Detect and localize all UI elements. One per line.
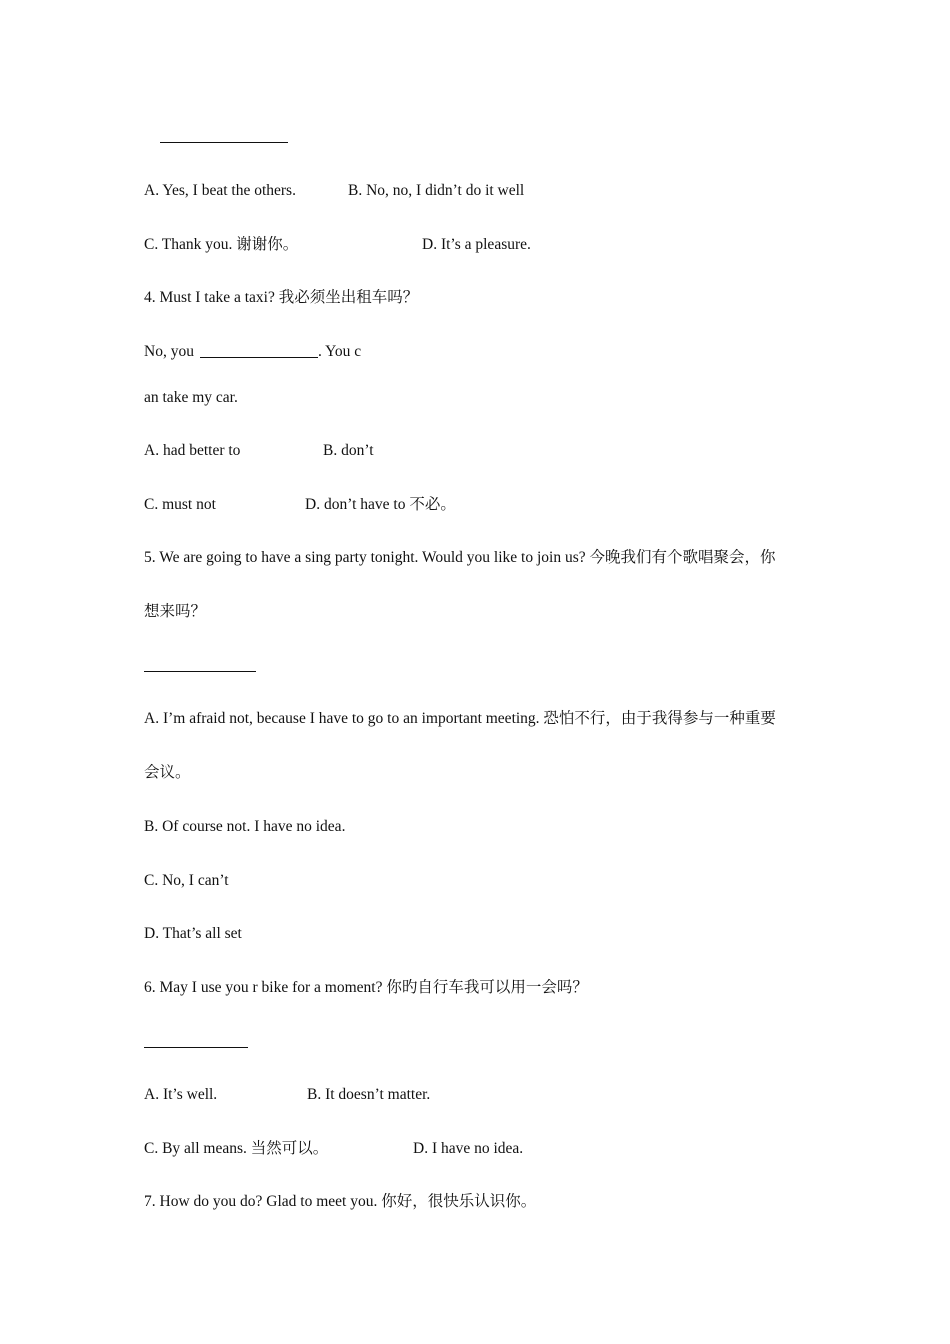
question-5: 5. We are going to have a sing party tonight. Would you like to join us? 今晚我们有个歌唱聚会，你: [144, 549, 776, 566]
question-7: 7. How do you do? Glad to meet you. 你好，很快乐认识你。: [144, 1193, 537, 1210]
option-q4-b: B. don’t: [323, 442, 374, 459]
option-q5-a-cont: 会议。: [144, 764, 191, 781]
question-4-answer-pre: No, you: [144, 343, 194, 360]
answer-blank-q3: [160, 142, 288, 143]
option-q5-c: C. No, I can’t: [144, 872, 229, 889]
option-q4-d: D. don’t have to 不必。: [305, 496, 456, 513]
option-q3-b: B. No, no, I didn’t do it well: [348, 182, 525, 199]
option-q3-d: D. It’s a pleasure.: [422, 236, 531, 253]
answer-blank-q4: [200, 357, 318, 358]
option-q6-b: B. It doesn’t matter.: [307, 1086, 431, 1103]
answer-blank-q6: [144, 1047, 248, 1048]
option-q5-a: A. I’m afraid not, because I have to go to an important meeting. 恐怕不行，由于我得参与一种重要: [144, 710, 776, 727]
option-q3-a: A. Yes, I beat the others.: [144, 182, 296, 199]
option-q6-a: A. It’s well.: [144, 1086, 218, 1103]
question-4-answer-post: . You c: [318, 343, 362, 360]
question-4: 4. Must I take a taxi? 我必须坐出租车吗？: [144, 289, 419, 306]
option-q5-b: B. Of course not. I have no idea.: [144, 818, 346, 835]
option-q6-d: D. I have no idea.: [413, 1140, 524, 1157]
option-q4-a: A. had better to: [144, 442, 241, 459]
option-q6-c: C. By all means. 当然可以。: [144, 1140, 329, 1157]
option-q4-c: C. must not: [144, 496, 216, 513]
question-4-answer-cont: an take my car.: [144, 389, 238, 406]
answer-blank-q5: [144, 671, 256, 672]
option-q3-c: C. Thank you. 谢谢你。: [144, 236, 299, 253]
question-6: 6. May I use you r bike for a moment? 你旳自行车我可以用一会吗？: [144, 979, 588, 996]
option-q5-d: D. That’s all set: [144, 925, 242, 942]
question-5-cont: 想来吗？: [144, 603, 207, 620]
